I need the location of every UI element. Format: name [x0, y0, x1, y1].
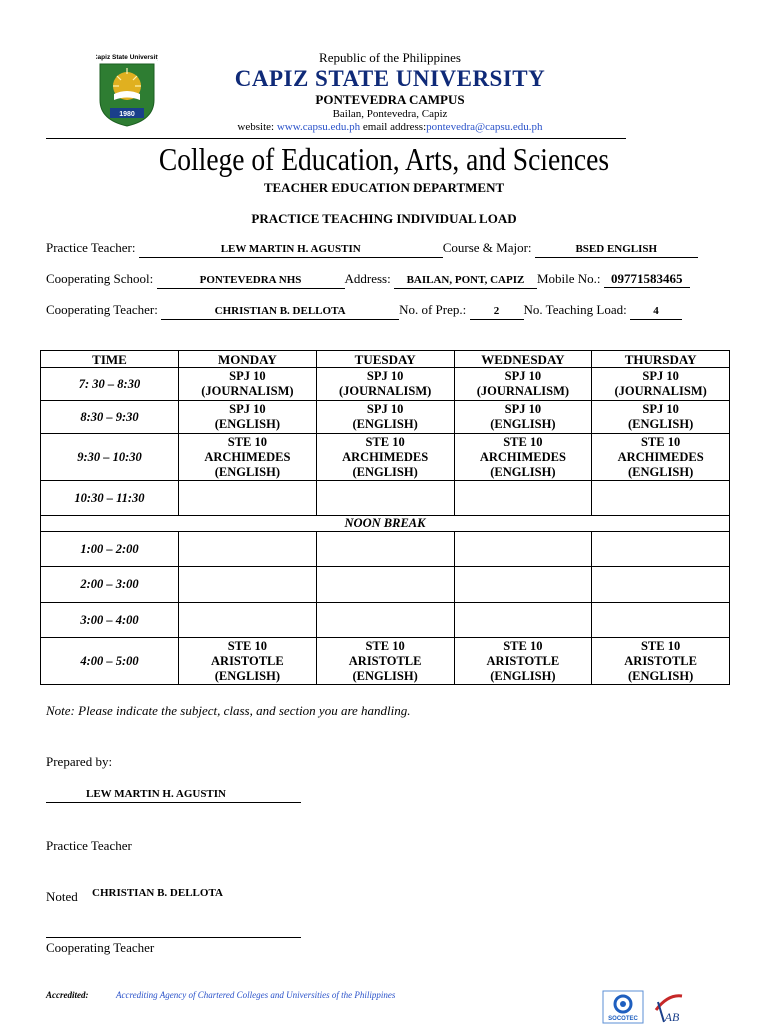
- form-title: PRACTICE TEACHING INDIVIDUAL LOAD: [251, 211, 517, 226]
- socotec-badge: [602, 990, 644, 1024]
- practice-teacher-field: LEW MARTIN H. AGUSTIN: [139, 243, 443, 258]
- schedule-cell: STE 10 ARISTOTLE (ENGLISH): [179, 638, 317, 685]
- noted-label: Noted: [46, 889, 78, 904]
- info-row-1: [46, 240, 698, 258]
- schedule-cell: [179, 567, 317, 603]
- schedule-cell: [179, 481, 317, 516]
- coop-teacher-field: CHRISTIAN B. DELLOTA: [161, 305, 399, 320]
- noon-break-row: [41, 516, 730, 532]
- time-cell: 9:30 – 10:30: [41, 434, 179, 481]
- coop-school-field: PONTEVEDRA NHS: [157, 274, 345, 289]
- schedule-cell: [316, 567, 454, 603]
- schedule-cell: SPJ 10 (ENGLISH): [179, 401, 317, 434]
- email-label: email address:: [362, 121, 427, 133]
- time-cell: 4:00 – 5:00: [41, 638, 179, 685]
- republic-text: Republic of the Philippines: [319, 50, 461, 65]
- table-row: [41, 434, 730, 481]
- table-row: [41, 567, 730, 603]
- info-row-3: [46, 302, 682, 320]
- logo-year: 1980: [119, 111, 135, 118]
- header-thursday: THURSDAY: [592, 351, 730, 368]
- schedule-cell: STE 10 ARCHIMEDES (ENGLISH): [316, 434, 454, 481]
- accredited-label: Accredited:: [46, 990, 89, 1000]
- schedule-cell: STE 10 ARISTOTLE (ENGLISH): [592, 638, 730, 685]
- contact-line: [200, 121, 580, 133]
- schedule-cell: [316, 603, 454, 638]
- header-wednesday: WEDNESDAY: [454, 351, 592, 368]
- note-text: Note: Please indicate the subject, class, and section you are handling.: [46, 703, 411, 718]
- practice-teacher-role: Practice Teacher: [46, 838, 132, 853]
- schedule-cell: SPJ 10 (ENGLISH): [454, 401, 592, 434]
- noted-signature-line: [46, 937, 301, 938]
- mobile-field: 09771583465: [604, 273, 690, 288]
- info-row-2: [46, 271, 690, 289]
- campus-address: Bailan, Pontevedra, Capiz: [332, 108, 448, 120]
- table-header-row: [41, 351, 730, 368]
- time-cell: 2:00 – 3:00: [41, 567, 179, 603]
- table-row: [41, 481, 730, 516]
- table-row: [41, 638, 730, 685]
- time-cell: 8:30 – 9:30: [41, 401, 179, 434]
- prepared-by-signature-line: [46, 802, 301, 803]
- schedule-cell: STE 10 ARISTOTLE (ENGLISH): [316, 638, 454, 685]
- header-tuesday: TUESDAY: [316, 351, 454, 368]
- time-cell: 1:00 – 2:00: [41, 532, 179, 567]
- university-name: CAPIZ STATE UNIVERSITY: [234, 66, 546, 91]
- accreditation-badge: [650, 990, 686, 1024]
- header-time: TIME: [41, 351, 179, 368]
- schedule-cell: SPJ 10 (JOURNALISM): [316, 368, 454, 401]
- schedule-cell: SPJ 10 (ENGLISH): [592, 401, 730, 434]
- load-label: No. Teaching Load:: [523, 302, 627, 317]
- noon-break-cell: NOON BREAK: [41, 516, 730, 532]
- table-row: [41, 368, 730, 401]
- practice-teacher-label: Practice Teacher:: [46, 240, 136, 255]
- schedule-cell: [592, 532, 730, 567]
- college-title: College of Education, Arts, and Sciences: [158, 141, 610, 177]
- prep-field: 2: [470, 305, 524, 320]
- schedule-cell: [454, 603, 592, 638]
- schedule-cell: SPJ 10 (ENGLISH): [316, 401, 454, 434]
- campus-name: PONTEVEDRA CAMPUS: [315, 92, 465, 107]
- noted-name: CHRISTIAN B. DELLOTA: [92, 887, 223, 899]
- email-link[interactable]: pontevedra@capsu.edu.ph: [426, 121, 543, 133]
- prepared-by-label: Prepared by:: [46, 754, 113, 769]
- course-field: BSED ENGLISH: [535, 243, 698, 258]
- cooperating-teacher-role: Cooperating Teacher: [46, 940, 155, 955]
- coop-school-label: Cooperating School:: [46, 271, 154, 286]
- time-cell: 10:30 – 11:30: [41, 481, 179, 516]
- socotec-logo-icon: [602, 990, 644, 1024]
- schedule-cell: [316, 532, 454, 567]
- schedule-cell: [454, 567, 592, 603]
- schedule-cell: [592, 481, 730, 516]
- table-row: [41, 401, 730, 434]
- schedule-cell: [316, 481, 454, 516]
- website-link[interactable]: www.capsu.edu.ph: [276, 121, 361, 133]
- schedule-cell: STE 10 ARCHIMEDES (ENGLISH): [592, 434, 730, 481]
- table-row: [41, 532, 730, 567]
- load-field: 4: [630, 305, 682, 320]
- prepared-by-name: LEW MARTIN H. AGUSTIN: [86, 788, 226, 800]
- schedule-cell: [454, 481, 592, 516]
- schedule-cell: [179, 603, 317, 638]
- accrediting-agency-text: Accrediting Agency of Chartered Colleges and Universities of the Philippines: [116, 990, 396, 1000]
- time-cell: 3:00 – 4:00: [41, 603, 179, 638]
- address-field: BAILAN, PONT, CAPIZ: [394, 274, 537, 289]
- ab-logo-icon: [650, 990, 686, 1024]
- logo-label: Capiz State University: [96, 54, 158, 61]
- schedule-cell: STE 10 ARCHIMEDES (ENGLISH): [179, 434, 317, 481]
- schedule-cell: SPJ 10 (JOURNALISM): [454, 368, 592, 401]
- badge2-label: AB: [664, 1010, 680, 1024]
- schedule-cell: [179, 532, 317, 567]
- course-label: Course & Major:: [442, 240, 532, 255]
- schedule-cell: STE 10 ARCHIMEDES (ENGLISH): [454, 434, 592, 481]
- university-seal-icon: [96, 50, 158, 128]
- address-label: Address:: [344, 271, 391, 286]
- badge1-label: SOCOTEC: [608, 1016, 638, 1022]
- department-title: TEACHER EDUCATION DEPARTMENT: [263, 180, 505, 195]
- schedule-table: [40, 350, 730, 685]
- schedule-cell: [592, 567, 730, 603]
- university-logo: [96, 50, 158, 128]
- prep-label: No. of Prep.:: [399, 302, 467, 317]
- mobile-label: Mobile No.:: [536, 271, 601, 286]
- schedule-cell: SPJ 10 (JOURNALISM): [179, 368, 317, 401]
- schedule-cell: [454, 532, 592, 567]
- header-divider: [46, 138, 626, 139]
- time-cell: 7: 30 – 8:30: [41, 368, 179, 401]
- table-row: [41, 603, 730, 638]
- coop-teacher-label: Cooperating Teacher:: [46, 302, 158, 317]
- website-label: website:: [237, 121, 275, 133]
- schedule-cell: [592, 603, 730, 638]
- header-monday: MONDAY: [179, 351, 317, 368]
- schedule-cell: STE 10 ARISTOTLE (ENGLISH): [454, 638, 592, 685]
- schedule-cell: SPJ 10 (JOURNALISM): [592, 368, 730, 401]
